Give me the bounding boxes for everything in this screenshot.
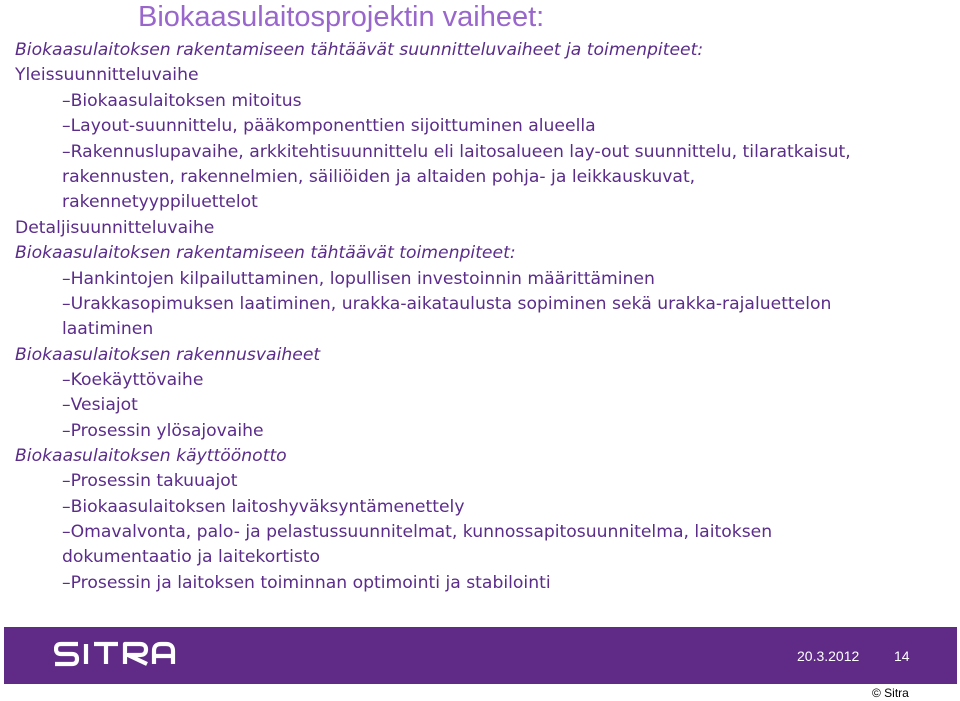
sitra-logo xyxy=(54,641,176,671)
text-line: laatiminen xyxy=(62,319,154,339)
text-line: –Hankintojen kilpailuttaminen, lopullisen investoinnin määrittäminen xyxy=(62,269,655,289)
text-line: –Koekäyttövaihe xyxy=(62,370,204,390)
text-line: rakennusten, rakennelmien, säiliöiden ja altaiden pohja- ja leikkauskuvat, xyxy=(62,167,696,187)
footer-bar xyxy=(4,627,957,684)
text-line: –Layout-suunnittelu, pääkomponenttien sijoittuminen alueella xyxy=(62,116,596,136)
text-line: rakennetyyppiluettelot xyxy=(62,192,258,212)
page-number: 14 xyxy=(894,648,910,664)
text-line: –Prosessin ylösajovaihe xyxy=(62,421,264,441)
text-line: –Rakennuslupavaihe, arkkitehtisuunnittelu eli laitosalueen lay-out suunnittelu, tilaratkaisut, xyxy=(62,142,851,162)
text-line: –Vesiajot xyxy=(62,395,138,415)
text-line: Biokaasulaitoksen rakennusvaiheet xyxy=(15,345,321,365)
text-line: Biokaasulaitoksen rakentamiseen tähtäävät suunnitteluvaiheet ja toimenpiteet: xyxy=(15,40,704,60)
sitra-logo-graphic xyxy=(54,641,176,667)
text-line: –Urakkasopimuksen laatiminen, urakka-aikataulusta sopiminen sekä urakka-rajaluettelon xyxy=(62,294,832,314)
text-line: dokumentaatio ja laitekortisto xyxy=(62,547,321,567)
text-line: Detaljisuunnitteluvaihe xyxy=(15,218,215,238)
text-line: –Omavalvonta, palo- ja pelastussuunnitelmat, kunnossapitosuunnitelma, laitoksen xyxy=(62,522,773,542)
slide-title: Biokaasulaitosprojektin vaiheet: xyxy=(138,1,545,33)
text-line: –Biokaasulaitoksen mitoitus xyxy=(62,91,302,111)
text-line: –Prosessin ja laitoksen toiminnan optimointi ja stabilointi xyxy=(62,573,551,593)
text-line: Yleissuunnitteluvaihe xyxy=(15,65,199,85)
slide-date: 20.3.2012 xyxy=(797,648,860,664)
copyright-notice: © Sitra xyxy=(872,686,909,700)
text-line: –Prosessin takuuajot xyxy=(62,471,238,491)
text-line: Biokaasulaitoksen rakentamiseen tähtäävät toimenpiteet: xyxy=(15,243,516,263)
text-line: Biokaasulaitoksen käyttöönotto xyxy=(15,446,287,466)
text-line: –Biokaasulaitoksen laitoshyväksyntämenettely xyxy=(62,497,465,517)
